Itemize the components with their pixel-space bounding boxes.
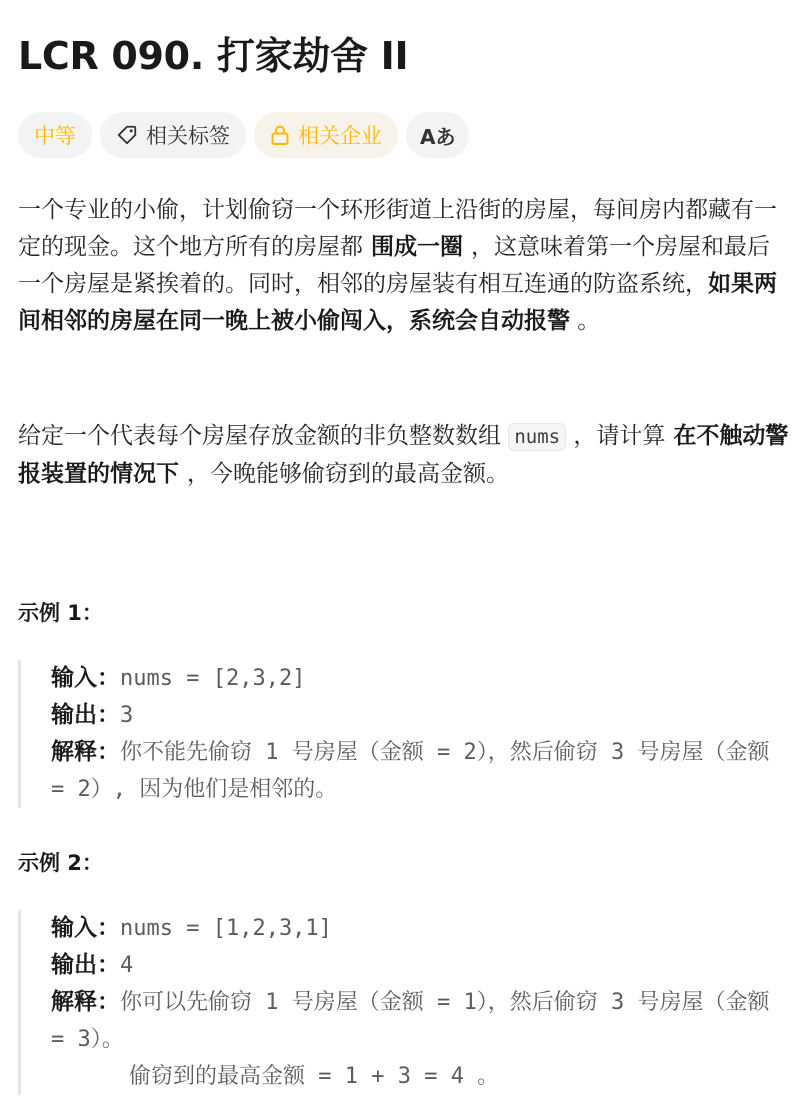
desc-bold-condition: 在不触动警报装置的情况下 [18,423,789,487]
input-value: nums = [2,3,2] [120,666,306,691]
output-value: 4 [120,953,134,978]
desc-bold-alarm: 如果两间相邻的房屋在同一晚上被小偷闯入，系统会自动报警 [18,271,777,334]
related-tags-label: 相关标签 [146,124,230,148]
output-label: 输出： [51,952,120,978]
desc-text: 。 [570,308,601,334]
explain-value: 你不能先偷窃 1 号房屋（金额 = 2），然后偷窃 3 号房屋（金额 = 2）, 因为他们是相邻的。 [51,740,770,802]
example-2-block [18,910,788,1095]
example-1-block [18,660,788,808]
input-value: nums = [1,2,3,1] [120,916,332,941]
explain-value-continued: 偷窃到的最高金额 = 1 + 3 = 4 。 [129,1064,500,1089]
example-2-title: 示例 2： [18,851,103,875]
desc-text: ，请计算 [566,423,666,449]
description-paragraph-1 [18,192,792,340]
inline-code: nums [508,423,566,451]
output-value: 3 [120,703,134,728]
explain-label: 解释： [51,739,120,765]
desc-text: 一个专业的小偷，计划偷窃一个环形街道上沿街的房屋，每间房内都藏有一定的现金。这个地方所有的房屋都 [18,197,777,260]
translate-icon: Aあ [420,124,456,149]
desc-text: ，这意味着第一个房屋和最后一个房屋是紧挨着的。同时，相邻的房屋装有相互连通的防盗系统， [18,234,771,297]
tag-icon [116,124,138,146]
problem-title: LCR 090. 打家劫舍 II [18,34,409,78]
related-companies-button[interactable] [254,112,398,158]
description-paragraph-2 [18,418,792,493]
desc-text: ，今晚能够偷窃到的最高金额。 [187,461,510,487]
difficulty-badge [18,112,92,158]
explain-value: 你可以先偷窃 1 号房屋（金额 = 1），然后偷窃 3 号房屋（金额 = 3）。 [51,990,770,1052]
translate-button[interactable] [406,112,469,158]
lock-icon [270,124,290,146]
input-label: 输入： [51,665,120,691]
desc-text: 给定一个代表每个房屋存放金额的非负整数数组 [18,423,509,449]
related-companies-label: 相关企业 [298,124,382,148]
input-label: 输入： [51,915,120,941]
related-tags-button[interactable] [100,112,246,158]
tag-bar [18,112,469,158]
example-1-title: 示例 1： [18,601,103,625]
output-label: 输出： [51,702,120,728]
difficulty-label: 中等 [34,124,76,148]
explain-label: 解释： [51,989,120,1015]
desc-bold-circle: 围成一圈 [363,234,472,260]
